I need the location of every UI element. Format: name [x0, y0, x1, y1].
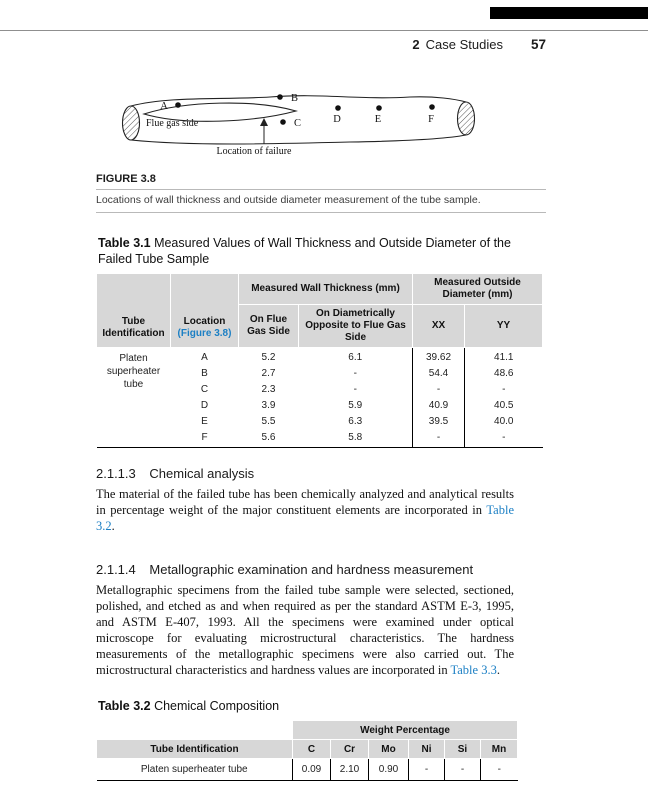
section-2-1-1-4-heading — [96, 562, 546, 577]
table-3-2-link[interactable]: Table 3.2 — [96, 503, 514, 533]
table-3-1-title — [98, 235, 542, 267]
measurement-point-dot-e — [376, 105, 382, 111]
table-cell: - — [413, 383, 465, 399]
table-cell: 41.1 — [465, 348, 543, 368]
table-cell: 3.9 — [261, 400, 276, 411]
table-3-1-title-text: Measured Values of Wall Thickness and Outside Diameter of the Failed Tube Sample — [98, 236, 511, 266]
table-cell: C — [200, 384, 209, 395]
header-tube-identification: Tube Identification — [97, 274, 171, 348]
header-tube-identification: Tube Identification — [97, 740, 293, 759]
table-cell: - — [465, 383, 543, 399]
point-label-f: F — [428, 114, 434, 125]
header-element-cr: Cr — [331, 740, 369, 759]
table-row — [97, 759, 518, 781]
header-on-diametrically-opposite: On Diametrically Opposite to Flue Gas Side — [299, 305, 413, 348]
table-cell: A — [171, 348, 239, 368]
header-element-mo: Mo — [369, 740, 409, 759]
header-element-ni: Ni — [409, 740, 445, 759]
tube-end-left — [123, 106, 140, 140]
table-cell: B — [201, 368, 208, 379]
table-cell: 39.62 — [413, 348, 465, 368]
header-outside-diameter-group: Measured Outside Diameter (mm) — [413, 274, 543, 305]
point-label-c: C — [294, 118, 302, 129]
table-cell: E — [201, 416, 208, 427]
header-location — [171, 274, 239, 348]
measurement-point-dot-f — [429, 104, 435, 110]
table-cell: - — [465, 431, 543, 448]
header-element-si: Si — [445, 740, 481, 759]
table-cell: 5.8 — [348, 432, 363, 443]
measurement-point-dot-b — [277, 94, 283, 100]
chapter-number: 2 — [412, 37, 420, 52]
table-3-3-link[interactable]: Table 3.3 — [450, 663, 497, 677]
table-cell: 2.3 — [261, 384, 276, 395]
figure-3-8-diagram — [110, 88, 478, 160]
table-3-1-label: Table 3.1 — [98, 236, 151, 250]
section-title: Chemical analysis — [149, 466, 255, 481]
section-2-1-1-3-heading — [96, 466, 546, 481]
chapter-heading — [412, 37, 503, 52]
table-cell: 54.4 — [413, 367, 465, 383]
header-wall-thickness-group: Measured Wall Thickness (mm) — [239, 274, 413, 305]
figure-caption: Locations of wall thickness and outside diameter measurement of the tube sample. — [96, 194, 481, 206]
table-cell: 5.9 — [348, 400, 363, 411]
section-number: 2.1.1.4 — [96, 562, 136, 577]
header-xx: XX — [413, 305, 465, 348]
measurement-point-dot-a — [175, 102, 181, 108]
header-yy: YY — [465, 305, 543, 348]
table-cell: 40.9 — [413, 399, 465, 415]
figure-label: FIGURE 3.8 — [96, 173, 156, 185]
table-cell: - — [409, 759, 445, 781]
figure-3-8 — [110, 88, 546, 165]
table-cell: 6.3 — [348, 416, 363, 427]
caption-divider-bottom — [96, 212, 546, 213]
tube-id-cell: Platen superheater tube — [97, 348, 171, 448]
header-element-c: C — [293, 740, 331, 759]
chapter-title: Case Studies — [425, 37, 503, 52]
paragraph-text: Metallographic specimens from the failed tube sample were selected, sectioned, polished, and etched as and when required as per the standard ASTM E-3, 1995, and ASTM E-407, 1993. All the specimens were examined under optical microscope for evaluating microstructural characteristics. The hardness measurements of the metallographic specimens were also carried out. The microstructural characteristics and hardness values are incorporated in — [96, 583, 514, 677]
table-cell: - — [353, 384, 357, 395]
table-cell: 6.1 — [299, 348, 413, 368]
table-cell: D — [200, 400, 209, 411]
table-cell: 2.10 — [331, 759, 369, 781]
paragraph-text: . — [111, 519, 115, 533]
header-location-text: Location — [183, 316, 226, 327]
header-weight-percentage: Weight Percentage — [293, 721, 518, 740]
section-2-1-1-4-paragraph — [96, 582, 514, 678]
table-cell: - — [445, 759, 481, 781]
running-head — [0, 37, 546, 52]
paragraph-text: . — [496, 663, 500, 677]
table-cell: 0.09 — [293, 759, 331, 781]
failure-arrow-head — [260, 118, 268, 126]
table-3-2-title — [98, 698, 542, 714]
page-content — [96, 86, 546, 781]
point-label-d: D — [333, 114, 341, 125]
table-cell: 40.0 — [465, 415, 543, 431]
point-label-b: B — [291, 93, 299, 104]
table-cell: 48.6 — [465, 367, 543, 383]
table-cell: 0.90 — [369, 759, 409, 781]
table-3-2 — [96, 720, 518, 781]
tube-end-right — [458, 102, 475, 135]
top-decoration-bar — [490, 7, 648, 19]
table-cell: 5.2 — [239, 348, 299, 368]
point-label-a: A — [160, 101, 168, 112]
table-cell: 40.5 — [465, 399, 543, 415]
measurement-point-dot-c — [280, 119, 286, 125]
table-cell: - — [413, 431, 465, 448]
table-cell: 5.6 — [261, 432, 276, 443]
point-label-e: E — [374, 114, 382, 125]
table-cell: 5.5 — [261, 416, 276, 427]
measurement-point-dot-d — [335, 105, 341, 111]
section-title: Metallographic examination and hardness measurement — [149, 562, 474, 577]
header-on-flue-gas-side: On Flue Gas Side — [239, 305, 299, 348]
section-number: 2.1.1.3 — [96, 466, 136, 481]
flue-gas-side-label: Flue gas side — [146, 118, 199, 129]
paragraph-text: The material of the failed tube has been chemically analyzed and analytical results in percentage weight of the major constituent elements are incorporated in — [96, 487, 514, 517]
tube-bottom-edge — [131, 135, 466, 144]
table-cell: - — [481, 759, 518, 781]
section-2-1-1-3-paragraph — [96, 486, 514, 534]
tube-id-cell: Platen superheater tube — [97, 759, 293, 781]
table-cell: F — [201, 432, 208, 443]
page-number: 57 — [530, 37, 546, 52]
table-cell: - — [353, 368, 357, 379]
tube-top-edge — [131, 96, 466, 106]
figure-3-8-link[interactable]: (Figure 3.8) — [177, 328, 232, 339]
header-divider — [0, 30, 648, 31]
empty-header-cell — [97, 721, 293, 740]
table-cell: 2.7 — [261, 368, 276, 379]
table-cell: 39.5 — [413, 415, 465, 431]
table-3-1 — [96, 273, 543, 448]
header-element-mn: Mn — [481, 740, 518, 759]
table-3-2-title-text: Chemical Composition — [154, 699, 280, 713]
location-of-failure-label: Location of failure — [216, 146, 292, 157]
table-row — [97, 348, 543, 368]
table-3-2-label: Table 3.2 — [98, 699, 151, 713]
